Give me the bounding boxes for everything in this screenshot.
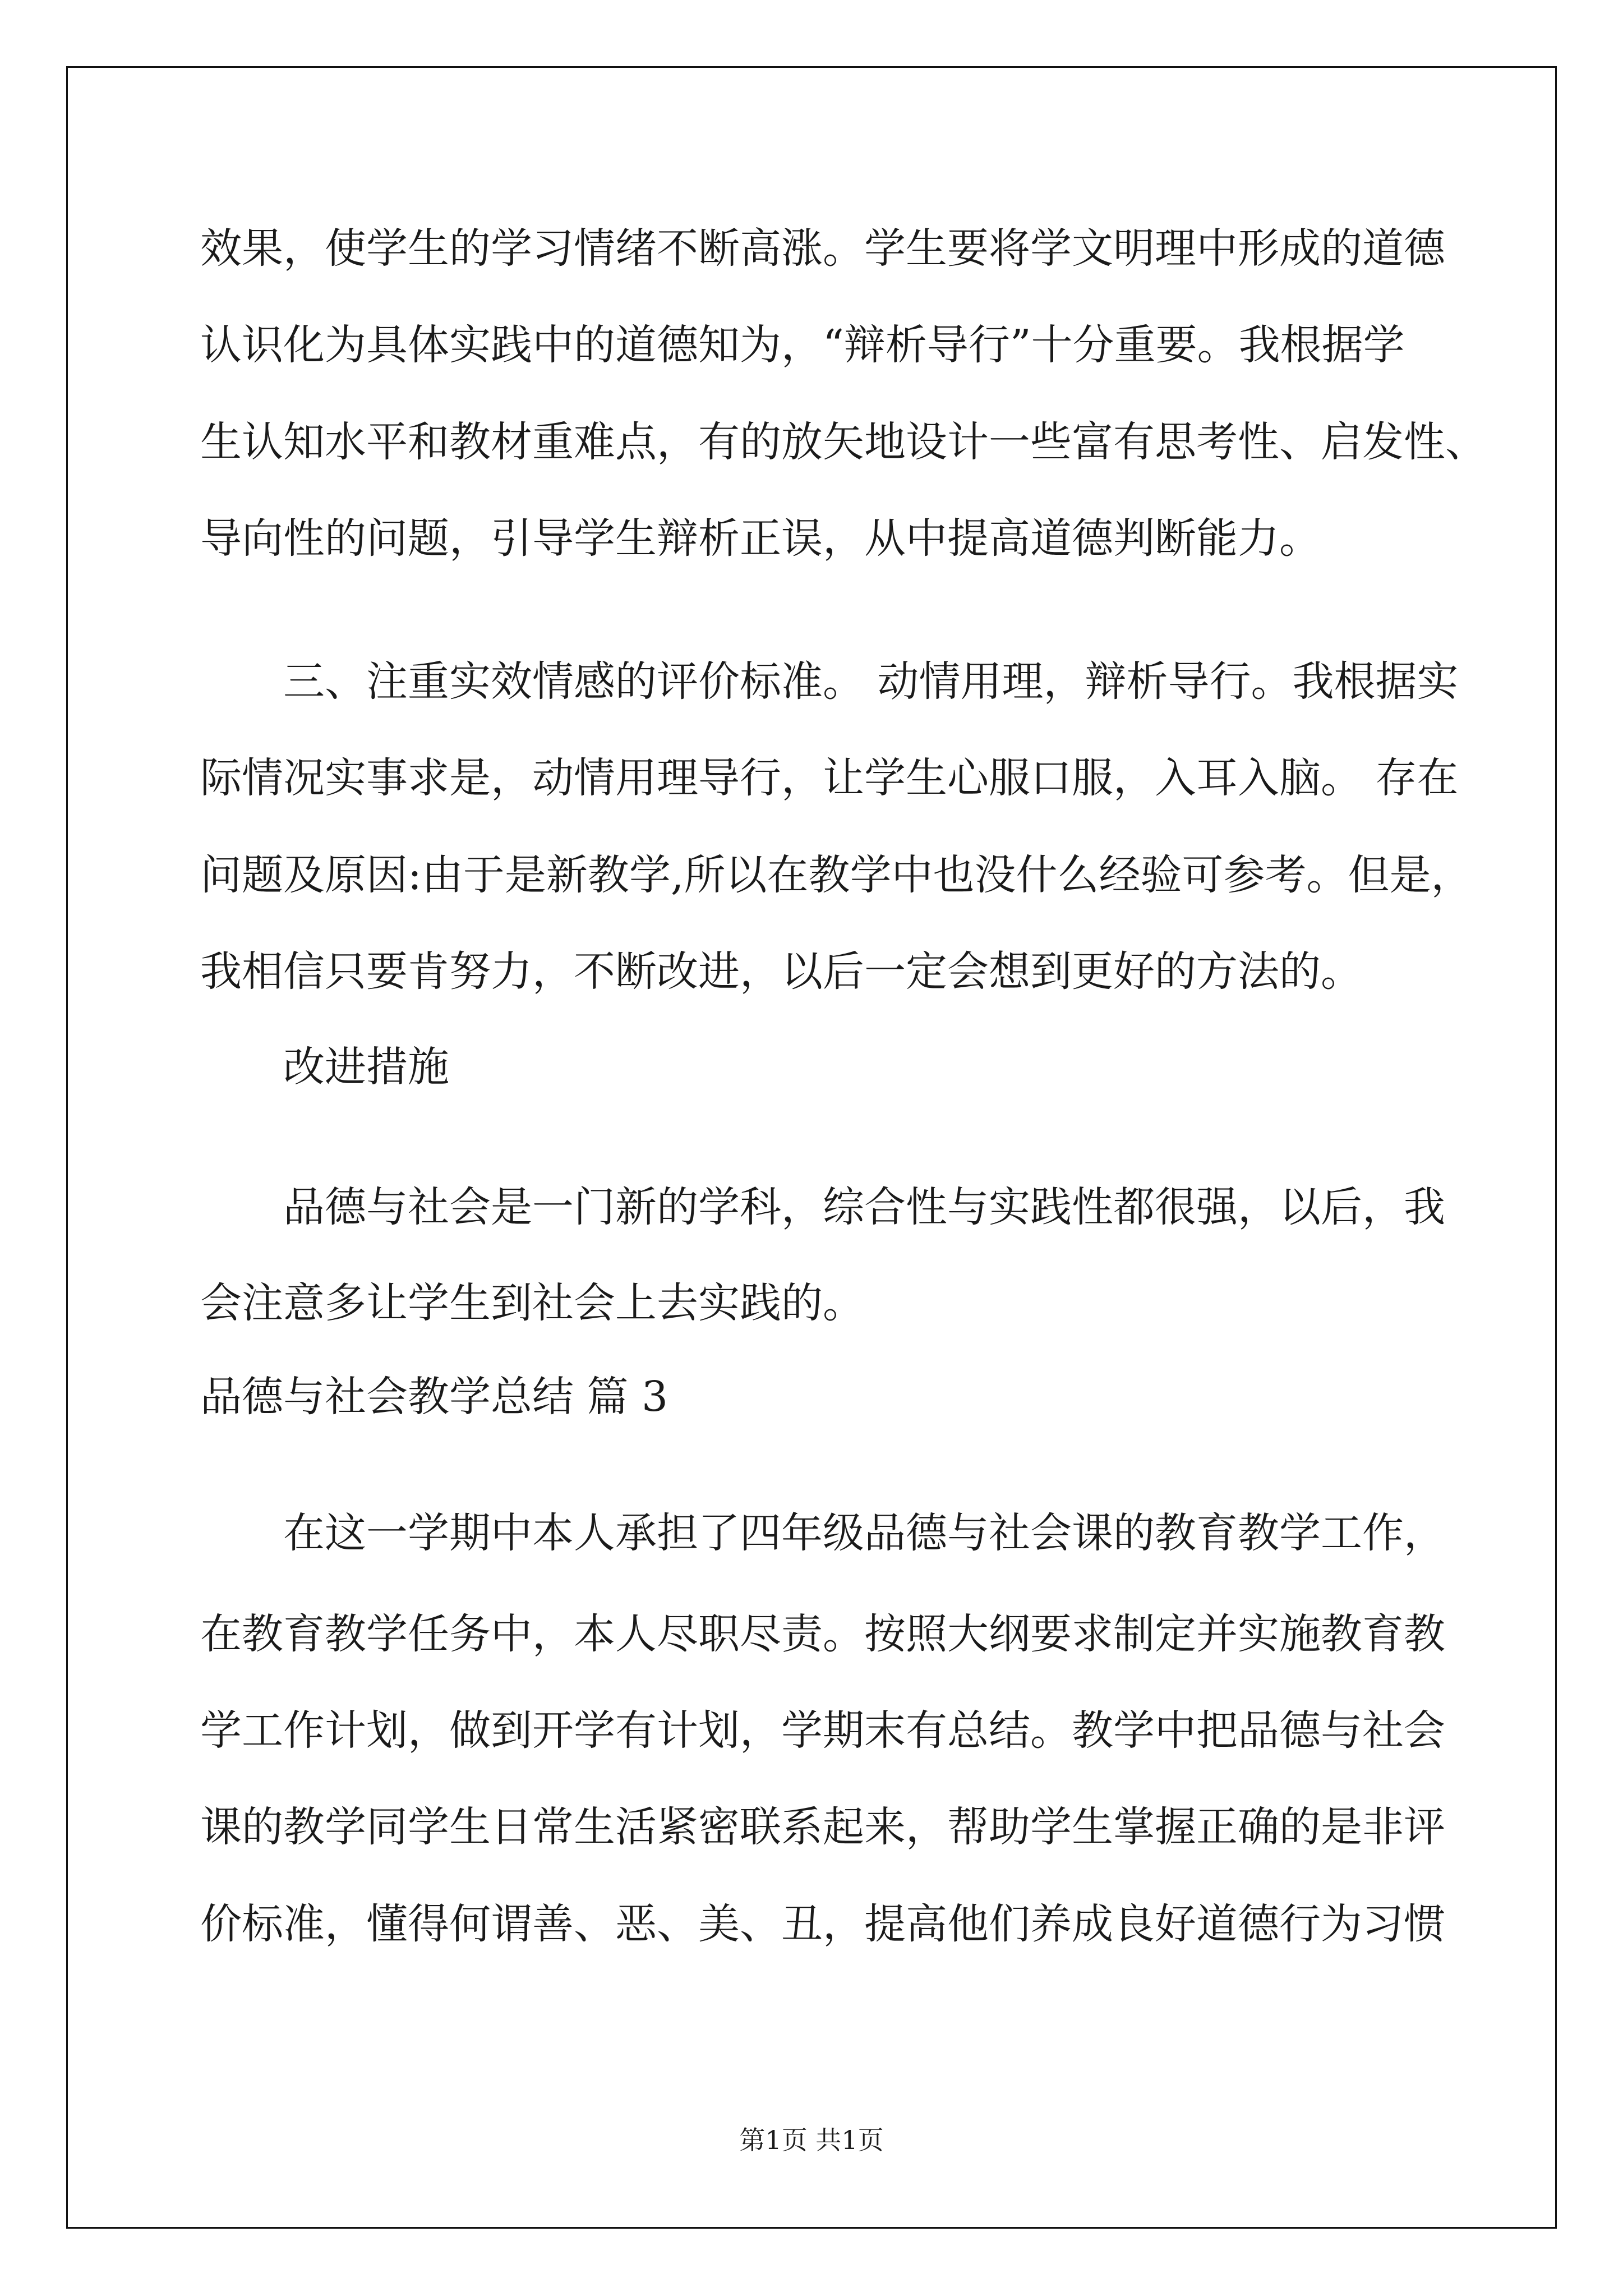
text-line: 效果，使学生的学习情绪不断高涨。学生要将学文明理中形成的道德 xyxy=(200,224,1445,273)
text-line: 课的教学同学生日常生活紧密联系起来，帮助学生掌握正确的是非评 xyxy=(200,1803,1445,1851)
section-heading: 品德与社会教学总结 篇 3 xyxy=(200,1373,668,1421)
text-line: 品德与社会是一门新的学科，综合性与实践性都很强，以后，我 xyxy=(283,1183,1445,1231)
text-line: 问题及原因:由于是新教学,所以在教学中也没什么经验可参考。但是， xyxy=(200,851,1473,899)
text-line: 际情况实事求是，动情用理导行，让学生心服口服，入耳入脑。 存在 xyxy=(200,754,1459,802)
text-line: 生认知水平和教材重难点，有的放矢地设计一些富有思考性、启发性、 xyxy=(200,418,1487,466)
text-line: 会注意多让学生到社会上去实践的。 xyxy=(200,1279,864,1327)
text-line: 三、注重实效情感的评价标准。 动情用理，辩析导行。我根据实 xyxy=(283,657,1459,706)
section-subheading: 改进措施 xyxy=(283,1043,449,1091)
text-line: 我相信只要肯努力，不断改进，以后一定会想到更好的方法的。 xyxy=(200,947,1362,996)
text-line: 在教育教学任务中，本人尽职尽责。按照大纲要求制定并实施教育教 xyxy=(200,1610,1445,1658)
text-line: 导向性的问题，引导学生辩析正误，从中提高道德判断能力。 xyxy=(200,514,1321,563)
text-line: 认识化为具体实践中的道德知为，“辩析导行”十分重要。我根据学 xyxy=(200,321,1405,369)
text-line: 在这一学期中本人承担了四年级品德与社会课的教育教学工作， xyxy=(283,1509,1445,1557)
text-line: 学工作计划，做到开学有计划，学期末有总结。教学中把品德与社会 xyxy=(200,1706,1445,1755)
text-line: 价标准，懂得何谓善、恶、美、丑，提高他们养成良好道德行为习惯 xyxy=(200,1900,1445,1948)
page-footer: 第1页 共1页 xyxy=(739,2125,884,2155)
